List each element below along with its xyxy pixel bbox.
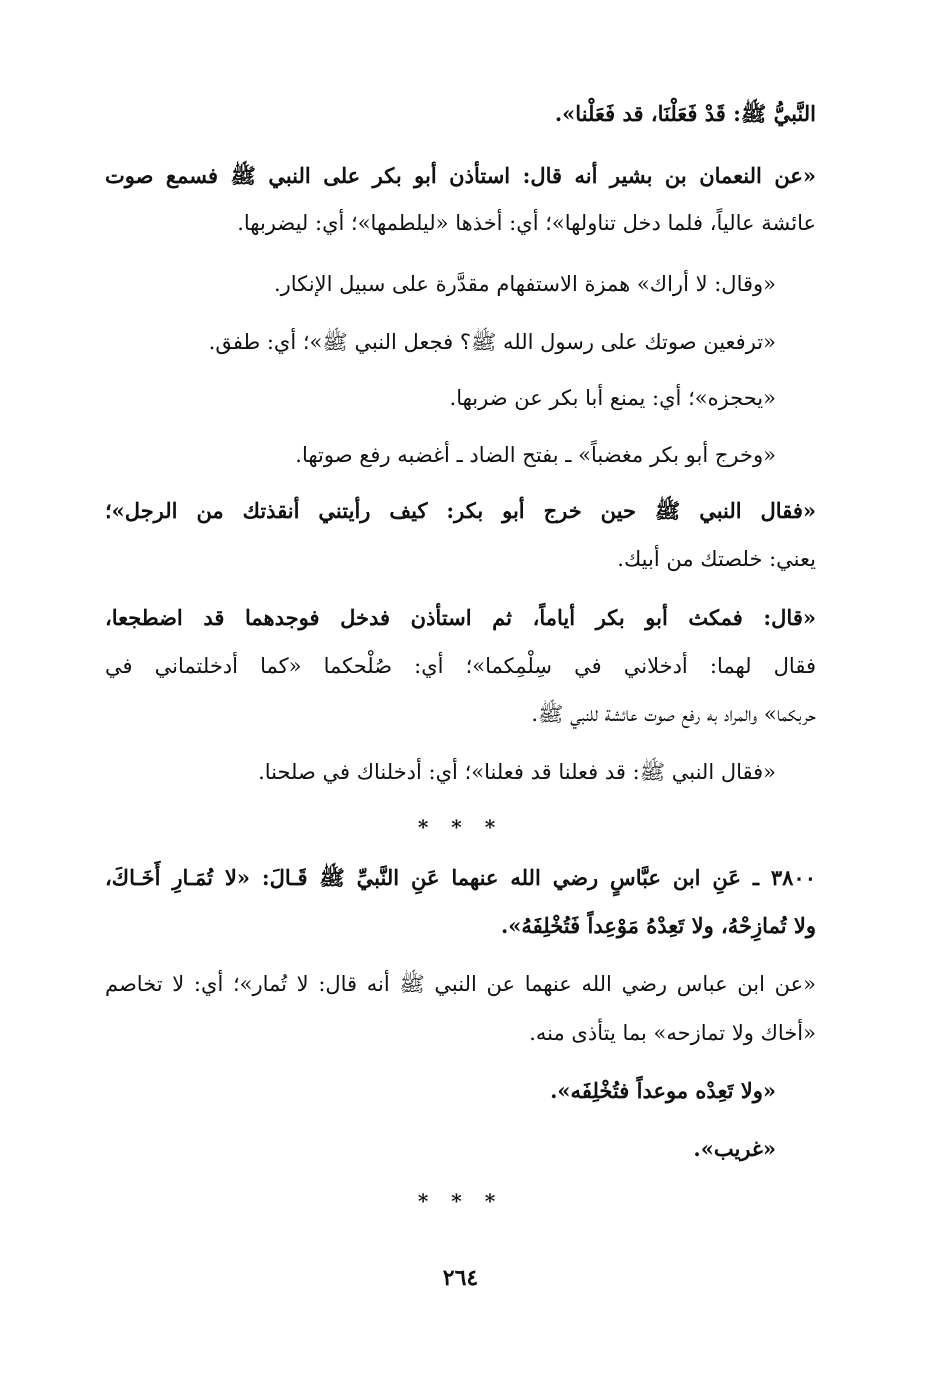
commentary-line-1: «عن ابن عباس رضي الله عنهما عن النبي ﷺ أنه قال: لا تُمار»؛ أي: لا تخاصم xyxy=(105,972,816,996)
text-line-12: حربكما» والمراد به رفع صوت عائشة للنبي ﷺ. xyxy=(531,702,816,726)
text-line-13: «فقال النبي ﷺ: قد فعلنا قد فعلنا»؛ أي: أدخلناك في صلحنا. xyxy=(258,760,776,784)
hadith-line-2: ولا تُمازِحْهُ، ولا تَعِدْهُ مَوْعِداً فَتُخْلِفَهُ». xyxy=(500,913,816,938)
text-line-4: «وقال: لا أراك» همزة الاستفهام مقدَّرة على سبيل الإنكار. xyxy=(273,272,776,296)
commentary-line-2: «أخاك ولا تمازحه» بما يتأذى منه. xyxy=(529,1021,816,1045)
hadith-line-1: ٣٨٠٠ ـ عَنِ ابن عبَّاسٍ رضي الله عنهما عَنِ النَّبيِّ ﷺ قَـالَ: «لا تُمَـارِ أَخَـاكَ، xyxy=(105,865,816,890)
text-line-10: «قال: فمكث أبو بكر أياماً، ثم استأذن فدخل فوجدهما قد اضطجعا، xyxy=(105,605,816,630)
commentary-line-4: «غريب». xyxy=(693,1136,776,1161)
text-line-7: «وخرج أبو بكر مغضباً» ـ بفتح الضاد ـ أغضبه رفع صوتها. xyxy=(295,443,776,467)
text-line-6: «يحجزه»؛ أي: يمنع أبا بكر عن ضربها. xyxy=(449,386,776,410)
text-line-11: فقال لهما: أدخلاني في سِلْمِكما»؛ أي: صُلْحكما «كما أدخلتماني في xyxy=(105,654,816,678)
text-line-8: «فقال النبي ﷺ حين خرج أبو بكر: كيف رأيتني أنقذتك من الرجل»؛ xyxy=(105,498,816,523)
text-line-9: يعني: خلصتك من أبيك. xyxy=(617,547,816,571)
text-line-3: عائشة عالياً، فلما دخل تناولها»؛ أي: أخذها «ليلطمها»؛ أي: ليضربها. xyxy=(237,211,816,235)
section-separator-2: * * * xyxy=(417,1189,504,1213)
text-line-1: النَّبيُّ ﷺ: قَدْ فَعَلْنَا، قد فَعَلْنا». xyxy=(554,101,816,126)
text-line-5: «ترفعين صوتك على رسول الله ﷺ؟ فجعل النبي ﷺ»؛ أي: طفق. xyxy=(208,330,776,354)
commentary-line-3: «ولا تَعِدْه موعداً فتُخْلِفَه». xyxy=(550,1078,776,1103)
text-line-2: «عن النعمان بن بشير أنه قال: استأذن أبو بكر على النبي ﷺ فسمع صوت xyxy=(105,163,816,188)
section-separator-1: * * * xyxy=(417,815,504,839)
page-number: ٢٦٤ xyxy=(442,1265,479,1291)
